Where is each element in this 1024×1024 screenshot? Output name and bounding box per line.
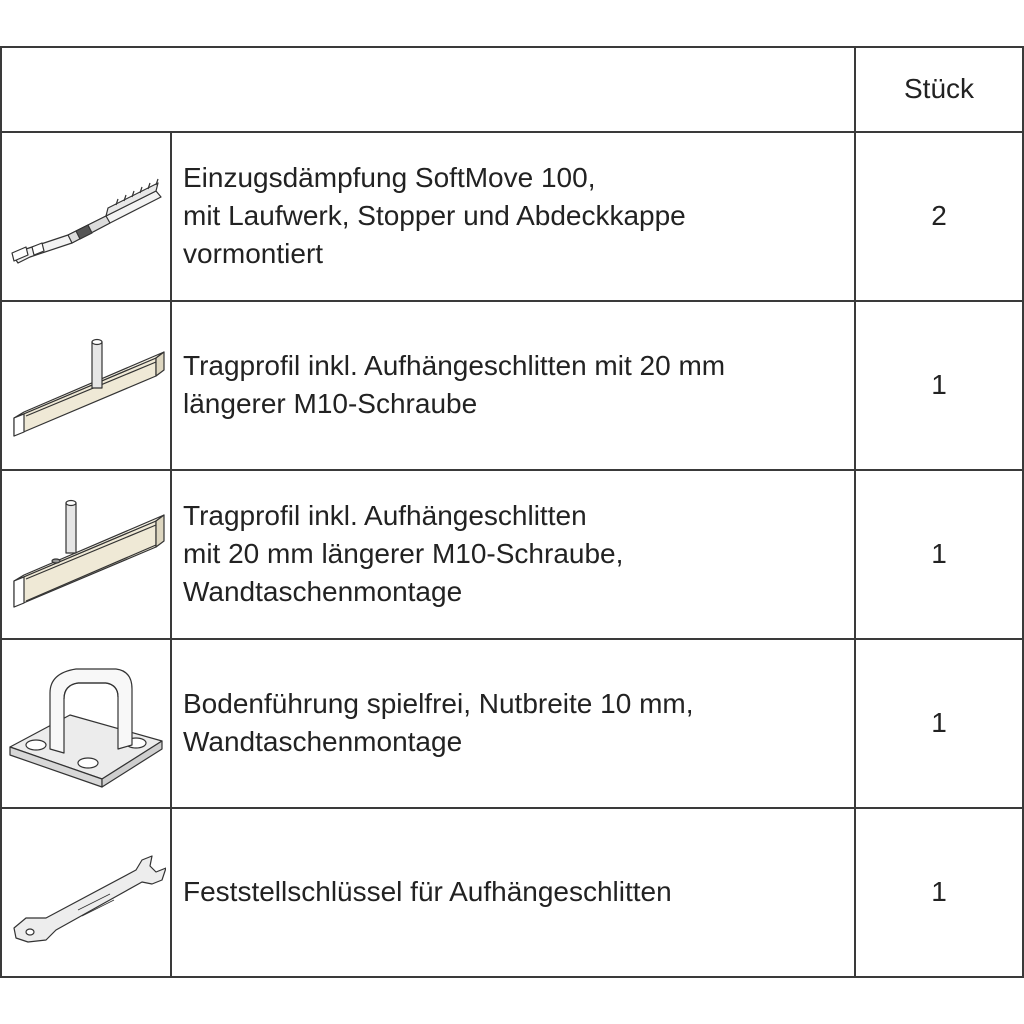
table-row	[1, 639, 1023, 808]
item-quantity: 1	[855, 808, 1023, 977]
description-line: Wandtaschenmontage	[183, 726, 463, 758]
table-row	[1, 470, 1023, 639]
quantity-column-header: Stück	[855, 47, 1023, 132]
item-quantity: 1	[855, 301, 1023, 470]
locking-wrench-icon	[6, 832, 166, 952]
support-profile-wall-pocket-icon	[6, 489, 166, 619]
description-line: Einzugsdämpfung SoftMove 100,	[183, 162, 596, 194]
description-line: vormontiert	[183, 238, 324, 270]
description-line: Tragprofil inkl. Aufhängeschlitten	[183, 500, 587, 532]
support-profile-icon	[6, 320, 166, 450]
parts-list-table	[0, 46, 1024, 978]
item-description	[171, 132, 855, 301]
softmove-damper-icon	[6, 161, 166, 271]
table-row	[1, 132, 1023, 301]
item-quantity: 1	[855, 470, 1023, 639]
item-image-cell	[1, 808, 171, 977]
item-description	[171, 808, 855, 977]
item-description	[171, 639, 855, 808]
item-description	[171, 301, 855, 470]
description-line: längerer M10-Schraube	[183, 388, 478, 420]
table-row	[1, 301, 1023, 470]
description-line: Wandtaschenmontage	[183, 576, 463, 608]
item-image-cell	[1, 639, 171, 808]
table-row	[1, 808, 1023, 977]
item-quantity: 2	[855, 132, 1023, 301]
item-image-cell	[1, 470, 171, 639]
description-line: Feststellschlüssel für Aufhängeschlitten	[183, 876, 672, 908]
table-header-row	[1, 47, 1023, 132]
item-description	[171, 470, 855, 639]
header-blank-cell	[1, 47, 855, 132]
item-image-cell	[1, 301, 171, 470]
description-line: mit Laufwerk, Stopper und Abdeckkappe	[183, 200, 686, 232]
description-line: Bodenführung spielfrei, Nutbreite 10 mm,	[183, 688, 694, 720]
description-line: Tragprofil inkl. Aufhängeschlitten mit 20 mm	[183, 350, 726, 382]
description-line: mit 20 mm längerer M10-Schraube,	[183, 538, 624, 570]
floor-guide-icon	[6, 653, 166, 793]
item-image-cell	[1, 132, 171, 301]
item-quantity: 1	[855, 639, 1023, 808]
